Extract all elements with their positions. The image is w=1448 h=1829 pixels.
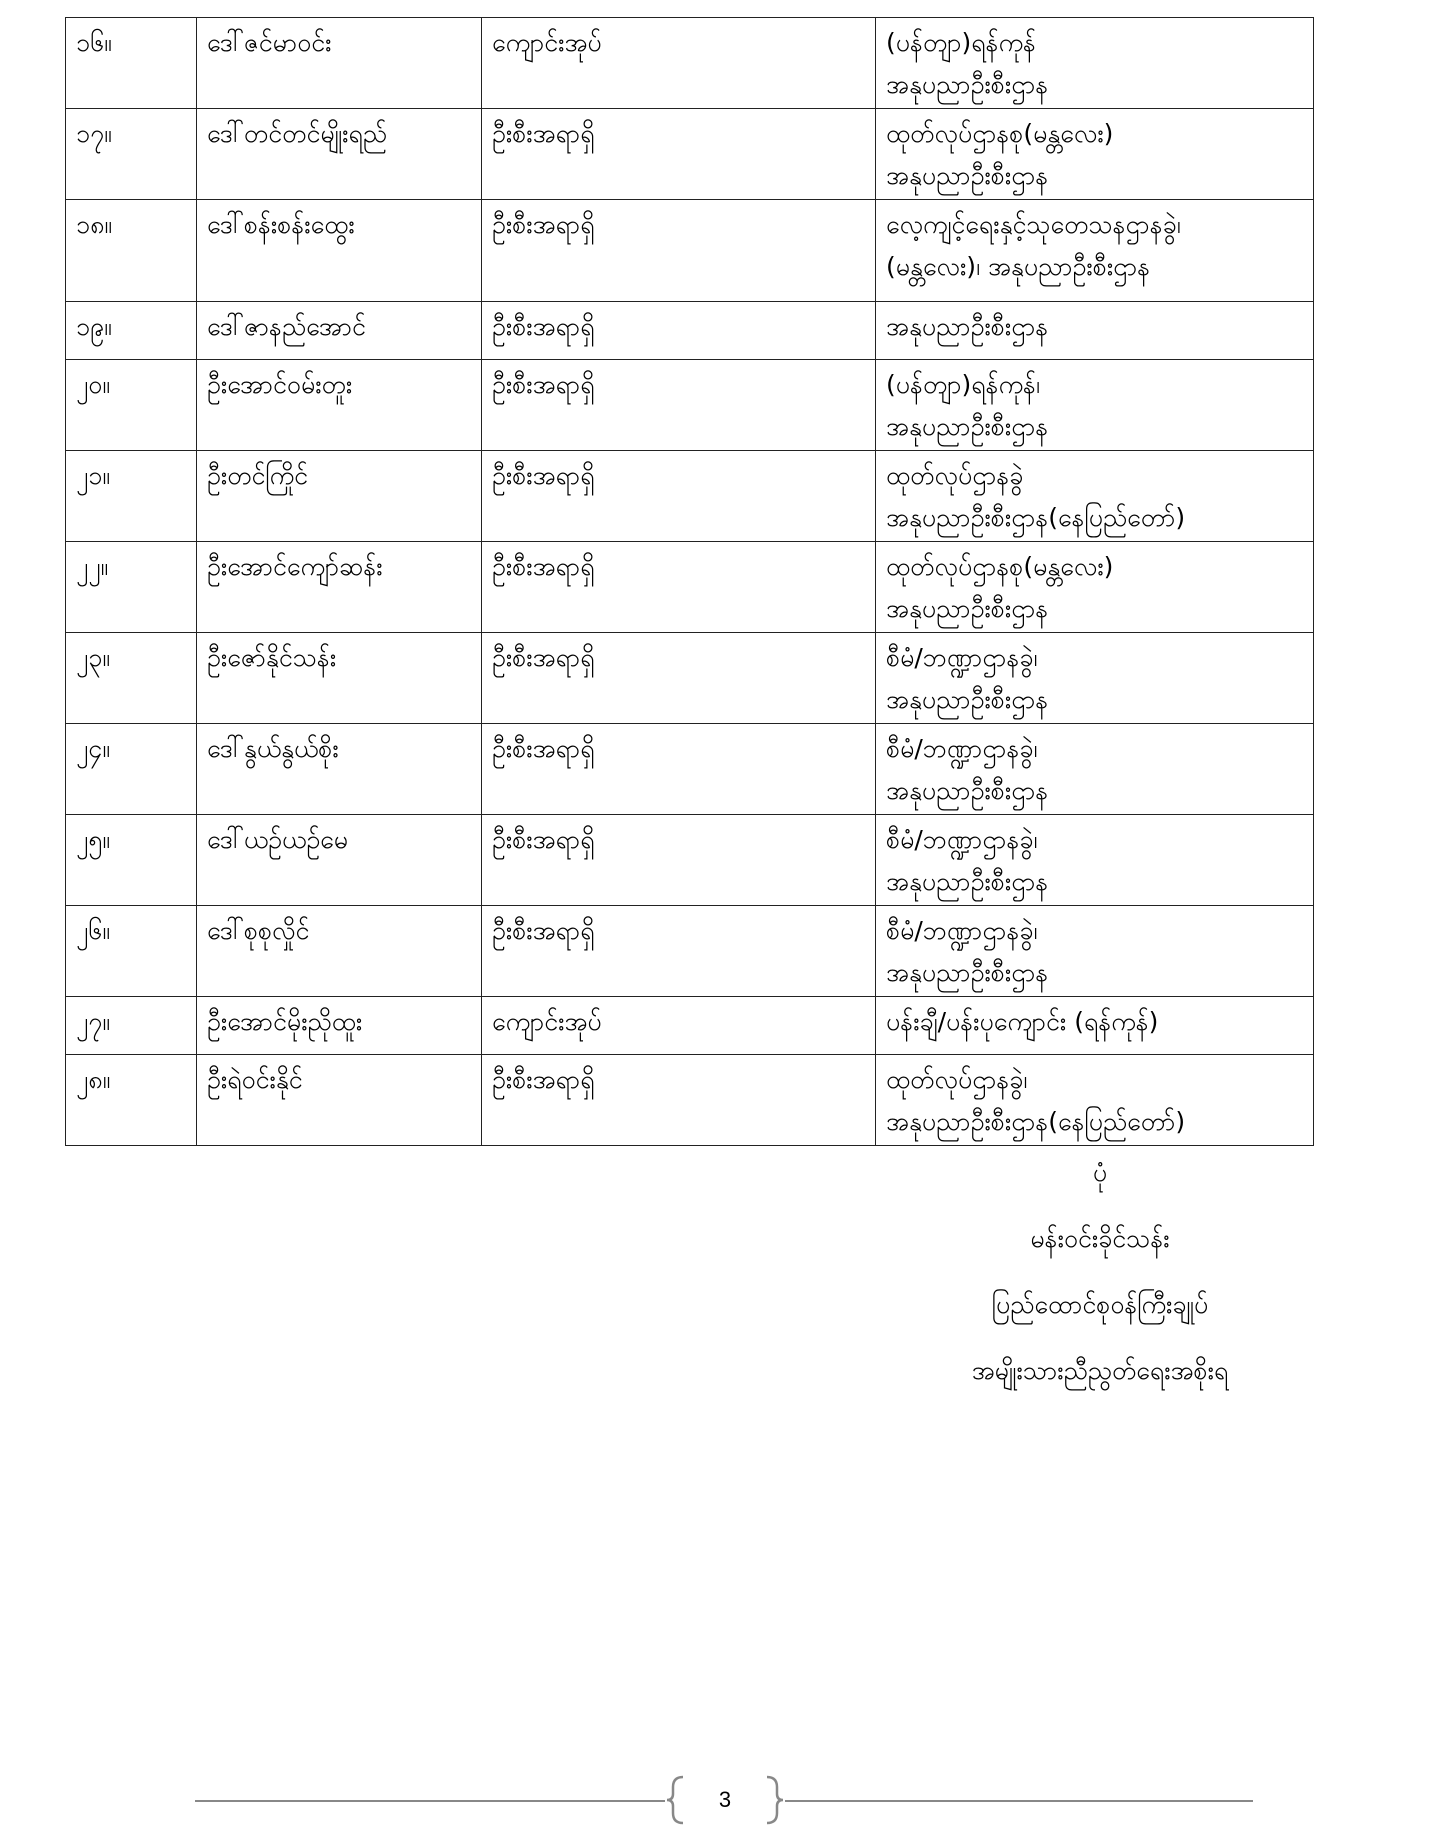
cell-number: ၂၇။ xyxy=(66,997,197,1055)
cell-position: ဦးစီးအရာရှိ xyxy=(482,724,876,815)
department-line: စီမံ/ဘဏ္ဍာဌာနခွဲ၊ xyxy=(886,916,1038,945)
table-row xyxy=(66,18,1314,109)
cell-position: ဦးစီးအရာရှိ xyxy=(482,542,876,633)
department-line: အနုပညာဦးစီးဌာန xyxy=(886,594,1049,623)
cell-number: ၂၃။ xyxy=(66,633,197,724)
cell-number: ၂၅။ xyxy=(66,815,197,906)
signatory-name: မန်းဝင်းခိုင်သန်း xyxy=(1030,1224,1170,1253)
cell-name: ဦးရဲဝင်းနိုင် xyxy=(197,1055,482,1146)
cell-position: ဦးစီးအရာရှိ xyxy=(482,109,876,200)
table-row xyxy=(66,542,1314,633)
department-line: အနုပညာဦးစီးဌာန xyxy=(886,312,1049,341)
cell-position: ဦးစီးအရာရှိ xyxy=(482,906,876,997)
cell-name: ဒေါ်ယဉ်ယဉ်မေ xyxy=(197,815,482,906)
department-line: (ပန်တျာ)ရန်ကုန်၊ xyxy=(886,370,1040,399)
cell-number: ၁၇။ xyxy=(66,109,197,200)
table-row xyxy=(66,360,1314,451)
cell-position: ဦးစီးအရာရှိ xyxy=(482,302,876,360)
cell-position: ဦးစီးအရာရှိ xyxy=(482,1055,876,1146)
department-line: (မန္တလေး)၊ အနုပညာဦးစီးဌာန xyxy=(886,252,1151,281)
signatory-title: ပြည်ထောင်စုဝန်ကြီးချုပ် xyxy=(991,1290,1209,1319)
cell-position: ကျောင်းအုပ် xyxy=(482,18,876,109)
cell-number: ၂၀။ xyxy=(66,360,197,451)
department-line: (ပန်တျာ)ရန်ကုန် xyxy=(886,28,1036,57)
department-line: အနုပညာဦးစီးဌာန(နေပြည်တော်) xyxy=(886,503,1186,532)
cell-number: ၁၉။ xyxy=(66,302,197,360)
cell-position: ဦးစီးအရာရှိ xyxy=(482,360,876,451)
department-line: ထုတ်လုပ်ဌာနစု(မန္တလေး) xyxy=(886,552,1114,581)
cell-department xyxy=(876,633,1314,724)
cell-department xyxy=(876,1055,1314,1146)
cell-number: ၁၆။ xyxy=(66,18,197,109)
cell-number: ၂၁။ xyxy=(66,451,197,542)
table-row xyxy=(66,724,1314,815)
cell-name: ဒေါ်ဇင်မာဝင်း xyxy=(197,18,482,109)
cell-department xyxy=(876,451,1314,542)
department-line: အနုပညာဦးစီးဌာန xyxy=(886,958,1049,987)
cell-number: ၂၂။ xyxy=(66,542,197,633)
cell-name: ဦးအောင်ကျော်ဆန်း xyxy=(197,542,482,633)
cell-number: ၂၆။ xyxy=(66,906,197,997)
cell-position: ကျောင်းအုပ် xyxy=(482,997,876,1055)
cell-name: ဒေါ်စန်းစန်းထွေး xyxy=(197,200,482,302)
cell-department xyxy=(876,724,1314,815)
cell-name: ဒေါ်တင်တင်မျိုးရည် xyxy=(197,109,482,200)
department-line: ပန်းချီ/ပန်းပုကျောင်း (ရန်ကုန်) xyxy=(886,1007,1159,1036)
cell-name: ဦးအောင်မိုးညိုထူး xyxy=(197,997,482,1055)
cell-name: ဦးအောင်ဝမ်းတူး xyxy=(197,360,482,451)
department-line: ထုတ်လုပ်ဌာနစု(မန္တလေး) xyxy=(886,119,1114,148)
cell-name: ဒေါ်ဇာနည်အောင် xyxy=(197,302,482,360)
cell-position: ဦးစီးအရာရှိ xyxy=(482,815,876,906)
page-number: 3 xyxy=(718,1787,732,1812)
signatory-organization: အမျိုးသားညီညွတ်ရေးအစိုးရ xyxy=(971,1356,1229,1385)
cell-department xyxy=(876,997,1314,1055)
cell-department xyxy=(876,815,1314,906)
department-line: ထုတ်လုပ်ဌာနခွဲ၊ xyxy=(886,1065,1028,1094)
staff-table-body xyxy=(66,18,1314,1146)
left-brace-icon xyxy=(665,1775,687,1825)
cell-department xyxy=(876,18,1314,109)
cell-name: ဦးဇော်နိုင်သန်း xyxy=(197,633,482,724)
staff-table xyxy=(65,17,1314,1146)
right-brace-icon xyxy=(763,1775,785,1825)
department-line: ထုတ်လုပ်ဌာနခွဲ xyxy=(886,461,1024,490)
cell-department xyxy=(876,906,1314,997)
department-line: အနုပညာဦးစီးဌာန xyxy=(886,161,1049,190)
table-row xyxy=(66,302,1314,360)
cell-department xyxy=(876,302,1314,360)
department-line: အနုပညာဦးစီးဌာန xyxy=(886,70,1049,99)
footer-rule-left xyxy=(195,1800,665,1802)
cell-number: ၂၈။ xyxy=(66,1055,197,1146)
department-line: စီမံ/ဘဏ္ဍာဌာနခွဲ၊ xyxy=(886,734,1038,763)
table-row xyxy=(66,109,1314,200)
table-row xyxy=(66,906,1314,997)
cell-department xyxy=(876,200,1314,302)
department-line: စီမံ/ဘဏ္ဍာဌာနခွဲ၊ xyxy=(886,643,1038,672)
cell-name: ဒေါ်နွယ်နွယ်စိုး xyxy=(197,724,482,815)
department-line: အနုပညာဦးစီးဌာန(နေပြည်တော်) xyxy=(886,1107,1186,1136)
table-row xyxy=(66,200,1314,302)
cell-position: ဦးစီးအရာရှိ xyxy=(482,451,876,542)
page-footer xyxy=(195,1775,1253,1829)
department-line: အနုပညာဦးစီးဌာန xyxy=(886,685,1049,714)
table-row xyxy=(66,815,1314,906)
footer-rule-right xyxy=(785,1800,1253,1802)
cell-name: ဒေါ်စုစုလှိုင် xyxy=(197,906,482,997)
cell-department xyxy=(876,542,1314,633)
cell-department xyxy=(876,360,1314,451)
department-line: အနုပညာဦးစီးဌာန xyxy=(886,776,1049,805)
department-line: လေ့ကျင့်ရေးနှင့်သုတေသနဌာနခွဲ၊ xyxy=(886,210,1181,239)
cell-number: ၂၄။ xyxy=(66,724,197,815)
table-row xyxy=(66,451,1314,542)
table-row xyxy=(66,997,1314,1055)
cell-name: ဦးတင်ကြိုင် xyxy=(197,451,482,542)
signature-mark: ပုံ xyxy=(1092,1158,1108,1187)
cell-position: ဦးစီးအရာရှိ xyxy=(482,200,876,302)
department-line: အနုပညာဦးစီးဌာန xyxy=(886,412,1049,441)
table-row xyxy=(66,1055,1314,1146)
signature-block xyxy=(880,1140,1320,1404)
table-row xyxy=(66,633,1314,724)
cell-department xyxy=(876,109,1314,200)
department-line: အနုပညာဦးစီးဌာန xyxy=(886,867,1049,896)
cell-position: ဦးစီးအရာရှိ xyxy=(482,633,876,724)
cell-number: ၁၈။ xyxy=(66,200,197,302)
department-line: စီမံ/ဘဏ္ဍာဌာနခွဲ၊ xyxy=(886,825,1038,854)
